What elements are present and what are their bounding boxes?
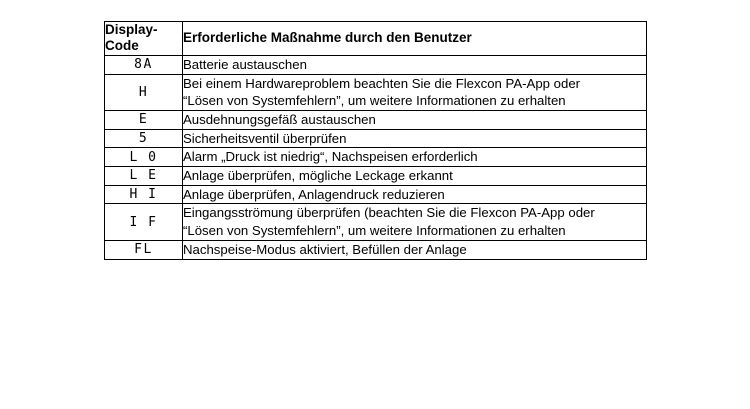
action-line-1: Alarm „Druck ist niedrig“, Nachspeisen erforderlich — [183, 149, 478, 165]
cell-action — [183, 204, 647, 240]
action-line-1: Ausdehnungsgefäß austauschen — [183, 112, 376, 127]
table-row — [105, 148, 647, 167]
table-row — [105, 74, 647, 110]
header-display-code-line1: Display- — [105, 22, 158, 37]
header-display-code — [105, 22, 183, 56]
cell-action — [183, 185, 647, 204]
display-code-table-container — [104, 21, 646, 260]
table-row — [105, 167, 647, 186]
action-line-1: Eingangsströmung überprüfen (beachten Sie die Flexcon PA-App oder — [183, 205, 595, 221]
cell-display-code: 5 — [105, 129, 183, 148]
cell-action — [183, 148, 647, 167]
action-line-1: Batterie austauschen — [183, 56, 307, 72]
cell-action — [183, 167, 647, 186]
table-row — [105, 204, 647, 240]
cell-display-code: L E — [105, 167, 183, 186]
action-line-1: Sicherheitsventil überprüfen — [183, 130, 347, 146]
cell-display-code: H — [105, 74, 183, 110]
cell-action — [183, 129, 647, 148]
cell-action — [183, 55, 647, 74]
cell-action — [183, 111, 647, 130]
table-row — [105, 240, 647, 259]
table-row — [105, 129, 647, 148]
cell-display-code: 8A — [105, 55, 183, 74]
cell-display-code: I F — [105, 204, 183, 240]
cell-display-code: H I — [105, 185, 183, 204]
table-body — [105, 55, 647, 259]
display-code-table — [104, 21, 647, 260]
header-required-action: Erforderliche Maßnahme durch den Benutzer — [183, 22, 647, 56]
header-display-code-line2: Code — [105, 38, 139, 54]
cell-display-code: E — [105, 111, 183, 130]
cell-display-code: L 0 — [105, 148, 183, 167]
cell-action — [183, 74, 647, 110]
action-line-1: Anlage überprüfen, Anlagendruck reduzieren — [183, 186, 445, 202]
action-line-2: “Lösen von Systemfehlern”, um weitere Informationen zu erhalten — [183, 223, 566, 239]
table-header-row — [105, 22, 647, 56]
action-line-1: Bei einem Hardwareproblem beachten Sie die Flexcon PA-App oder — [183, 75, 581, 91]
cell-action — [183, 240, 647, 259]
action-line-1: Nachspeise-Modus aktiviert, Befüllen der Anlage — [183, 241, 467, 257]
cell-display-code: FL — [105, 240, 183, 259]
table-row — [105, 111, 647, 130]
action-line-1: Anlage überprüfen, mögliche Leckage erkannt — [183, 168, 453, 184]
action-line-2: “Lösen von Systemfehlern”, um weitere Informationen zu erhalten — [183, 93, 566, 109]
table-row — [105, 185, 647, 204]
table-row — [105, 55, 647, 74]
